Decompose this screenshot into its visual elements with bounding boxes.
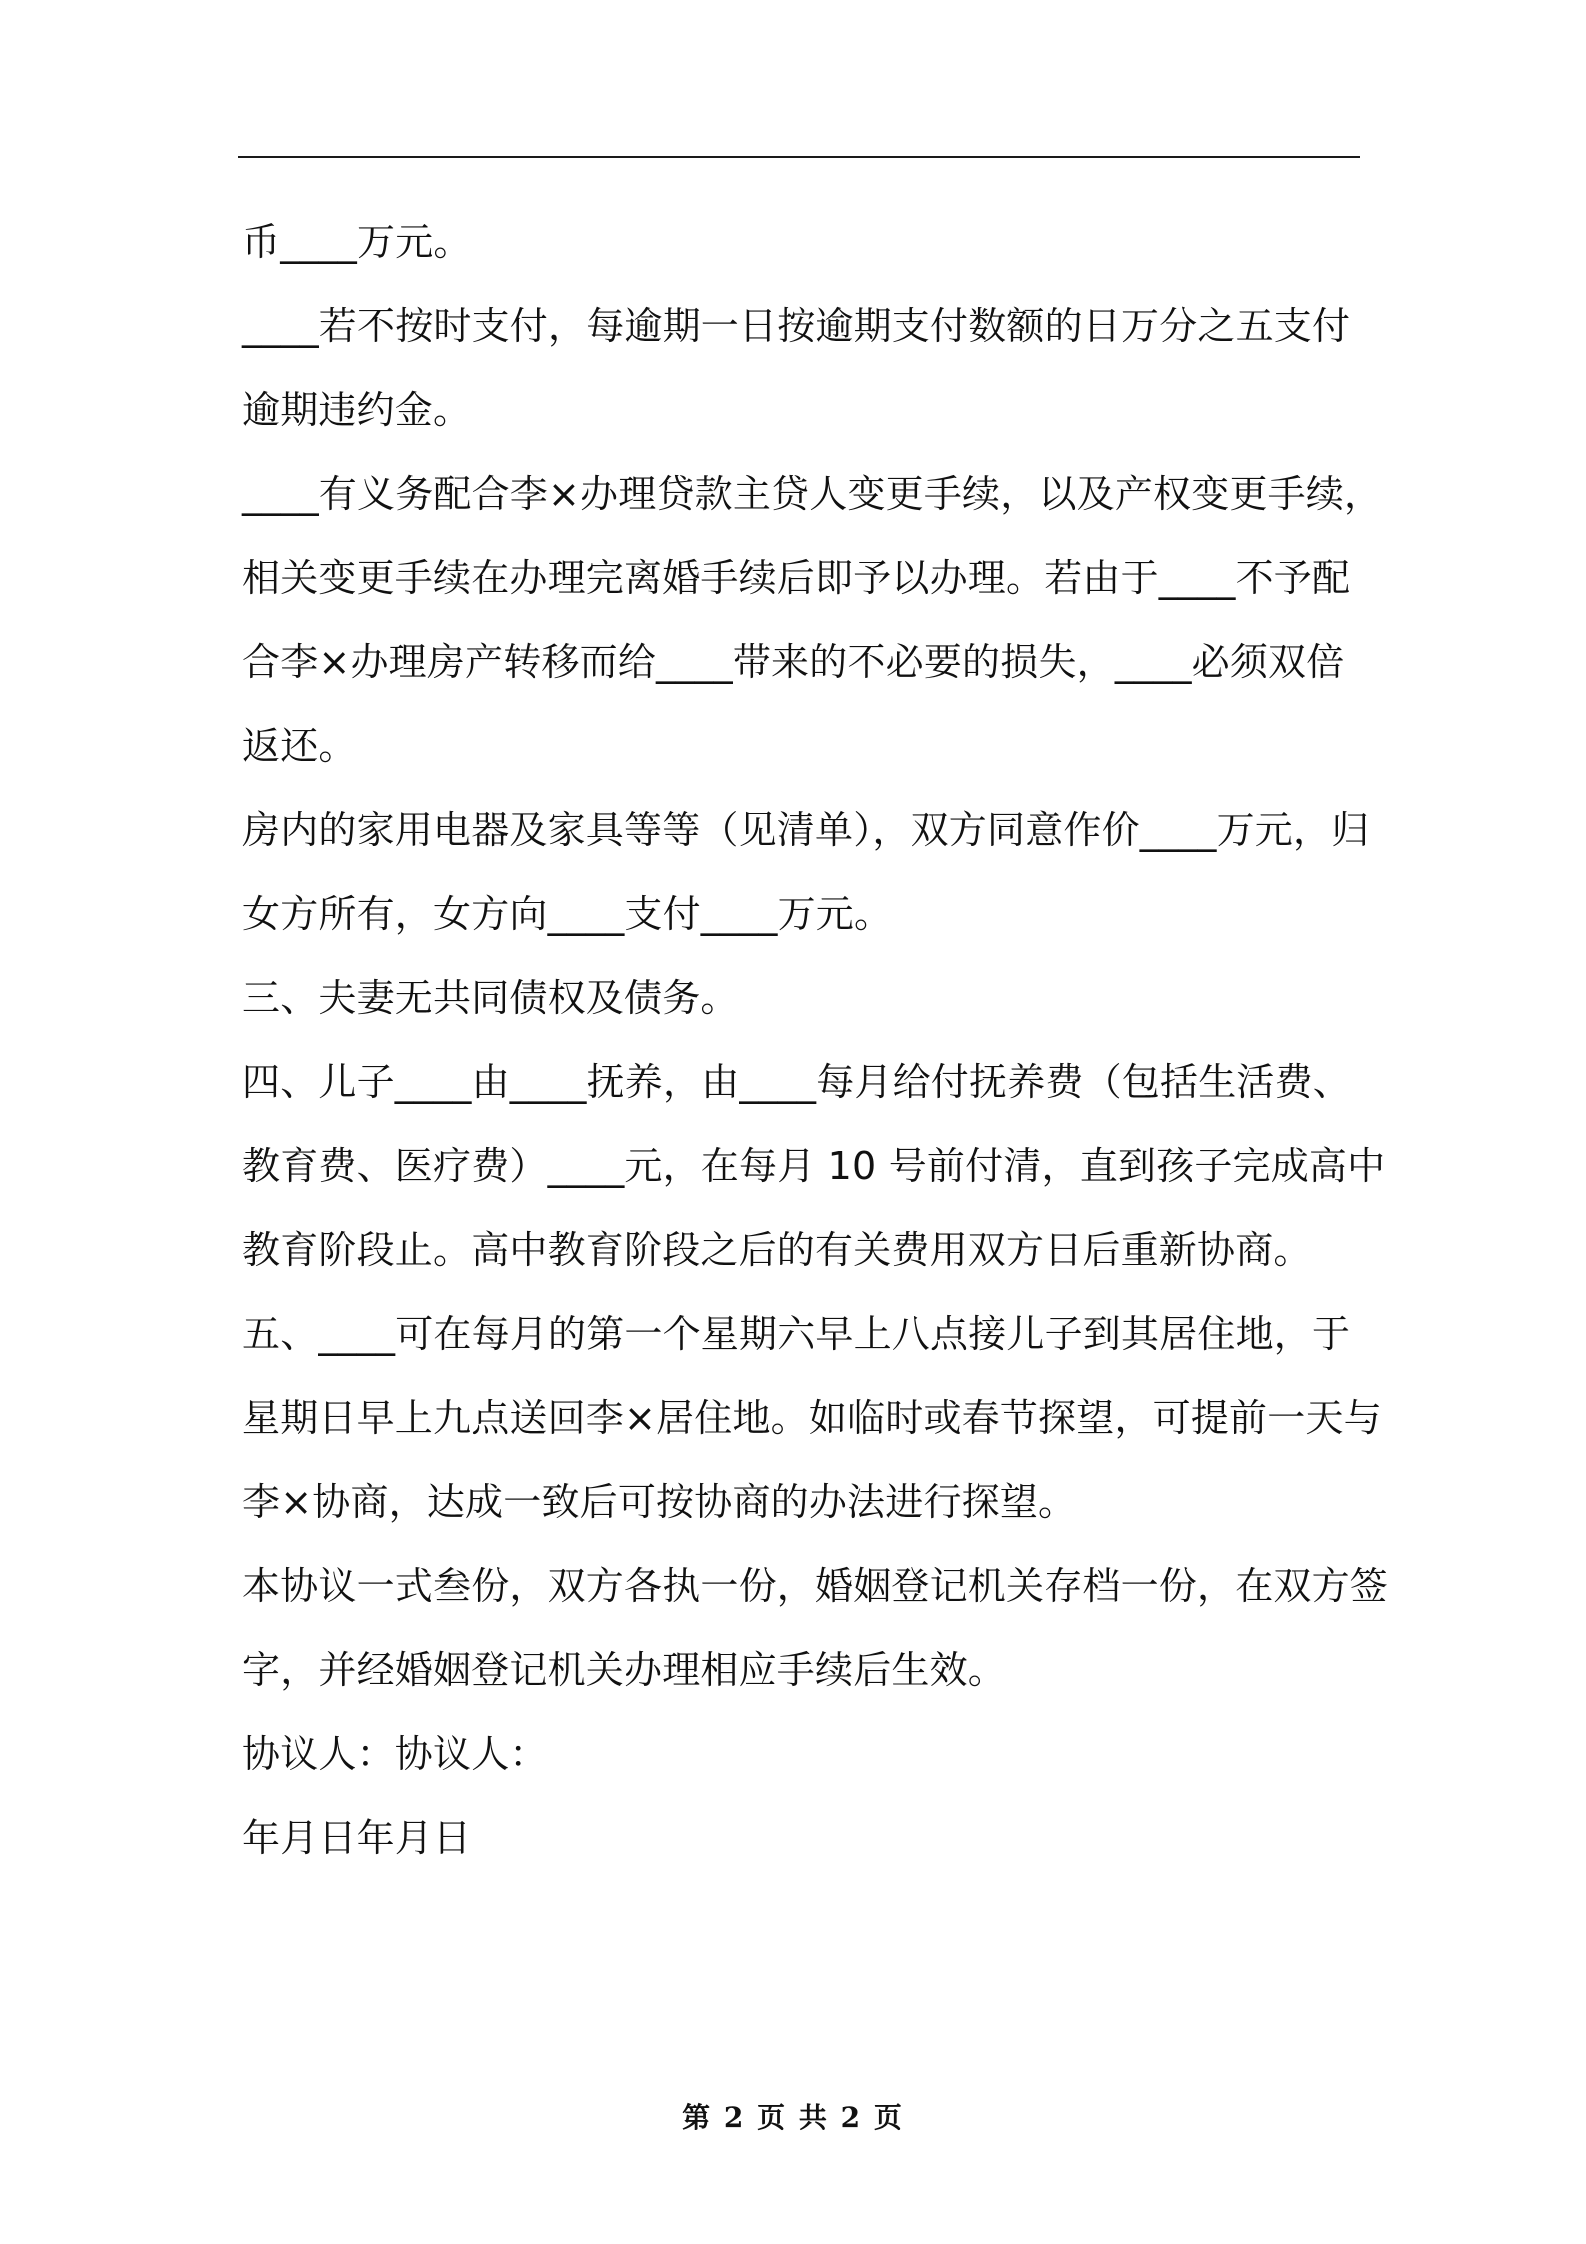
header-rule	[238, 156, 1360, 158]
text-line: 女方所有，女方向____支付____万元。	[242, 892, 893, 936]
text-line: 房内的家用电器及家具等等（见清单），双方同意作价____万元，归	[242, 808, 1370, 852]
text-line: 本协议一式叁份，双方各执一份，婚姻登记机关存档一份，在双方签	[242, 1564, 1389, 1608]
section-heading-4: 四、儿子____由____抚养，由____每月给付抚养费（包括生活费、	[242, 1060, 1352, 1104]
text-line: 返还。	[242, 724, 357, 768]
section-heading-5: 五、____可在每月的第一个星期六早上八点接儿子到其居住地，于	[242, 1312, 1351, 1356]
text-line: 教育费、医疗费）____元，在每月 10 号前付清，直到孩子完成高中	[242, 1144, 1386, 1188]
date-line: 年月日年月日	[242, 1816, 472, 1860]
text-line: 星期日早上九点送回李×居住地。如临时或春节探望，可提前一天与	[242, 1396, 1382, 1440]
text-line: 相关变更手续在办理完离婚手续后即予以办理。若由于____不予配	[242, 556, 1351, 600]
text-line: 教育阶段止。高中教育阶段之后的有关费用双方日后重新协商。	[242, 1228, 1312, 1272]
text-line: 合李×办理房产转移而给____带来的不必要的损失，____必须双倍	[242, 640, 1345, 684]
section-heading-3: 三、夫妻无共同债权及债务。	[242, 976, 739, 1020]
text-line: 币____万元。	[242, 220, 472, 264]
text-line: ____有义务配合李×办理贷款主贷人变更手续，以及产权变更手续，	[242, 472, 1383, 516]
text-line: 李×协商，达成一致后可按协商的办法进行探望。	[242, 1480, 1077, 1524]
text-line: 字，并经婚姻登记机关办理相应手续后生效。	[242, 1648, 1007, 1692]
page-number: 第 2 页 共 2 页	[682, 2101, 904, 2134]
document-body	[242, 200, 1389, 1880]
text-line: 逾期违约金。	[242, 388, 472, 432]
signatories-line: 协议人：协议人：	[242, 1732, 548, 1776]
text-line: ____若不按时支付，每逾期一日按逾期支付数额的日万分之五支付	[242, 304, 1351, 348]
